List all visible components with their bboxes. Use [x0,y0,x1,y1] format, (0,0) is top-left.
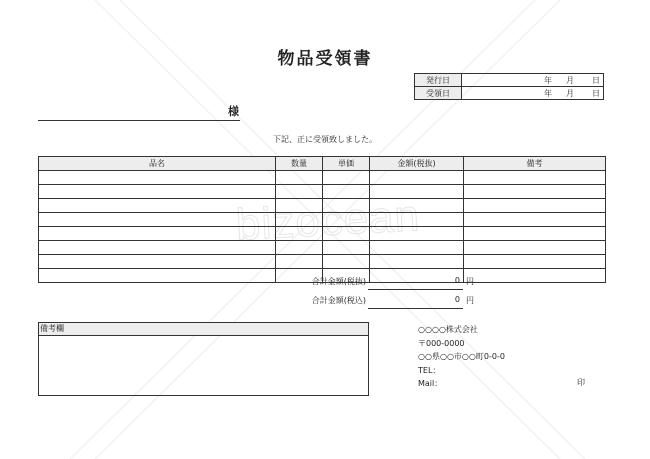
quantity-cell[interactable] [276,255,323,269]
header-item-name: 品名 [39,157,276,171]
item-name-cell[interactable] [39,171,276,185]
table-row [39,241,606,255]
receipt-date-row [415,87,604,100]
item-name-cell[interactable] [39,199,276,213]
total-incl-tax-unit: 円 [466,296,474,305]
unit-price-cell[interactable] [323,241,370,255]
quantity-cell[interactable] [276,171,323,185]
amount-cell[interactable] [370,227,464,241]
month-label: 月 [566,75,574,85]
month-label: 月 [566,88,574,98]
item-name-cell[interactable] [39,241,276,255]
company-name: ○○○○株式会社 [418,325,478,334]
total-excl-tax-label: 合計金額(税抜) [311,277,366,286]
total-excl-tax-value: 0 [454,276,460,285]
page-title: 物品受領書 [277,49,373,69]
date-box [414,73,604,100]
recipient-name-field[interactable] [38,120,240,121]
table-row [39,227,606,241]
quantity-cell[interactable] [276,185,323,199]
items-header-row [39,157,606,171]
quantity-cell[interactable] [276,241,323,255]
company-address: ○○県○○市○○町0-0-0 [418,352,505,361]
remarks-cell[interactable] [464,185,606,199]
company-info [418,323,505,391]
quantity-cell[interactable] [276,199,323,213]
item-name-cell[interactable] [39,255,276,269]
issue-date-row [415,74,604,87]
items-table [38,156,606,283]
issue-date-field[interactable] [462,74,604,87]
table-row [39,213,606,227]
item-name-cell[interactable] [39,213,276,227]
header-unit-price: 単価 [323,157,370,171]
amount-cell[interactable] [370,199,464,213]
seal-mark: 印 [577,378,585,387]
receipt-date-field[interactable] [462,87,604,100]
remarks-cell[interactable] [464,269,606,283]
receipt-date-label: 受領日 [415,87,462,100]
quantity-cell[interactable] [276,213,323,227]
remarks-label: 備考欄 [39,323,368,336]
total-excl-tax-unit: 円 [466,277,474,286]
item-name-cell[interactable] [39,185,276,199]
quantity-cell[interactable] [276,227,323,241]
total-incl-tax-underline [368,308,463,309]
table-row [39,171,606,185]
unit-price-cell[interactable] [323,171,370,185]
watermark-text: bizocean [234,191,422,250]
table-row [39,199,606,213]
amount-cell[interactable] [370,269,464,283]
unit-price-cell[interactable] [323,185,370,199]
company-postal: 〒000-0000 [418,338,465,348]
remarks-field[interactable] [39,336,368,395]
header-remarks: 備考 [464,157,606,171]
year-label: 年 [544,75,552,85]
remarks-cell[interactable] [464,227,606,241]
amount-cell[interactable] [370,171,464,185]
remarks-cell[interactable] [464,171,606,185]
remarks-cell[interactable] [464,241,606,255]
item-name-cell[interactable] [39,227,276,241]
table-row [39,255,606,269]
unit-price-cell[interactable] [323,227,370,241]
company-mail: Mail： [418,379,443,388]
total-excl-tax-underline [368,289,463,290]
remarks-box [38,322,369,396]
amount-cell[interactable] [370,185,464,199]
receipt-note: 下記、正に受領致しました。 [273,135,377,144]
item-name-cell[interactable] [39,269,276,283]
total-incl-tax-value: 0 [454,295,460,304]
header-amount: 金額(税抜) [370,157,464,171]
unit-price-cell[interactable] [323,255,370,269]
total-incl-tax-label: 合計金額(税込) [311,296,366,305]
recipient-honorific: 様 [228,105,239,118]
header-quantity: 数量 [276,157,323,171]
table-row [39,185,606,199]
remarks-cell[interactable] [464,213,606,227]
year-label: 年 [544,88,552,98]
remarks-cell[interactable] [464,255,606,269]
unit-price-cell[interactable] [323,213,370,227]
issue-date-label: 発行日 [415,74,462,87]
items-body [39,171,606,283]
day-label: 日 [592,88,600,98]
company-tel: TEL： [418,365,441,375]
unit-price-cell[interactable] [323,199,370,213]
amount-cell[interactable] [370,255,464,269]
remarks-cell[interactable] [464,199,606,213]
day-label: 日 [592,75,600,85]
amount-cell[interactable] [370,213,464,227]
amount-cell[interactable] [370,241,464,255]
